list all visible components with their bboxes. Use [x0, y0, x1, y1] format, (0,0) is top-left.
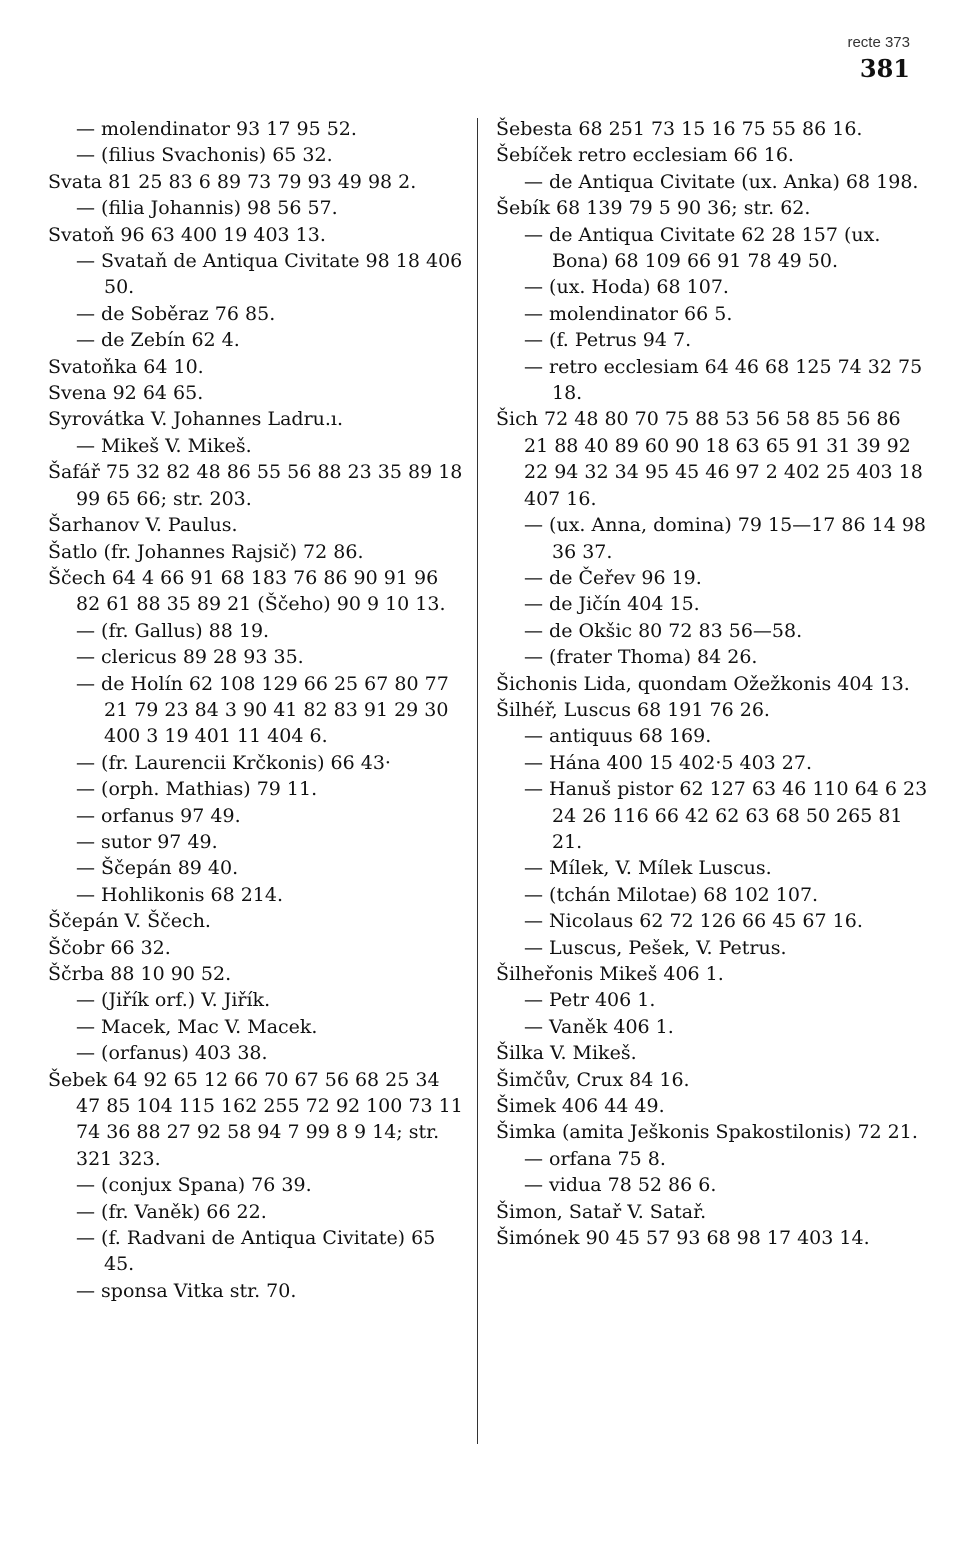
- index-entry: Šichonis Lida, quondam Ožežkonis 404 13.: [496, 672, 910, 695]
- index-entry: Ščrba 88 10 90 52.: [48, 963, 232, 985]
- index-subentry: — Mikeš V. Mikeš.: [76, 434, 252, 457]
- index-subentry: — de Holín 62 108 129 66 25 67 80 77 21 79 23 84 3 90 41 82 83 91 29 30 400 3 19 401 11 404 6.: [76, 672, 449, 748]
- index-entry: Šilheřonis Mikeš 406 1.: [496, 963, 724, 985]
- index-subentry: — (fr. Laurencii Krčkonis) 66 43·: [76, 751, 391, 774]
- index-entry: Šimčův, Crux 84 16.: [496, 1068, 690, 1091]
- index-subentry: — Svataň de Antiqua Civitate 98 18 406 50.: [76, 250, 463, 299]
- index-entry: Šebek 64 92 65 12 66 70 67 56 68 25 34 47 85 104 115 162 255 72 92 100 73 11 74 36 88 27 92 58 94 7 99 8 9 14; str. 321 323.: [48, 1068, 463, 1170]
- index-subentry: — (ux. Hoda) 68 107.: [524, 276, 729, 299]
- index-subentry: — antiquus 68 169.: [524, 725, 712, 748]
- index-subentry: — retro ecclesiam 64 46 68 125 74 32 75 18.: [524, 355, 923, 405]
- index-subentry: — (conjux Spana) 76 39.: [76, 1174, 312, 1197]
- index-entry: Ščepán V. Ščech.: [48, 910, 211, 933]
- index-subentry: — de Okšic 80 72 83 56—58.: [524, 619, 803, 642]
- index-subentry: — (f. Petrus 94 7.: [524, 329, 692, 352]
- index-entry: Šebesta 68 251 73 15 16 75 55 86 16.: [496, 118, 863, 140]
- page-number: 381: [859, 54, 910, 83]
- index-subentry: — Petr 406 1.: [524, 989, 656, 1012]
- index-subentry: — (fr. Vaněk) 66 22.: [76, 1200, 267, 1223]
- index-entry: Šebík 68 139 79 5 90 36; str. 62.: [496, 197, 811, 220]
- index-entry: Šilka V. Mikeš.: [496, 1042, 637, 1065]
- index-entry: Svatoňka 64 10.: [48, 355, 204, 378]
- index-subentry: — Macek, Mac V. Macek.: [76, 1015, 318, 1038]
- index-subentry: — Hanuš pistor 62 127 63 46 110 64 6 23 24 26 116 66 42 62 63 68 50 265 81 21.: [524, 778, 928, 853]
- index-subentry: — Luscus, Pešek, V. Petrus.: [524, 936, 787, 959]
- index-subentry: — de Čeřev 96 19.: [524, 566, 702, 589]
- index-subentry: — Vaněk 406 1.: [524, 1015, 674, 1038]
- index-subentry: — de Jičín 404 15.: [524, 593, 700, 616]
- left-column: [48, 116, 468, 1304]
- index-entry: Šimon, Satař V. Satař.: [496, 1200, 707, 1223]
- index-entry: Svata 81 25 83 6 89 73 79 93 49 98 2.: [48, 170, 417, 193]
- page-header: [847, 34, 910, 84]
- index-subentry: — de Antiqua Civitate 62 28 157 (ux. Bona) 68 109 66 91 78 49 50.: [524, 223, 881, 273]
- index-entry: Šarhanov V. Paulus.: [48, 514, 238, 537]
- column-divider: [477, 118, 478, 1444]
- index-entry: Šafář 75 32 82 48 86 55 56 88 23 35 89 18 99 65 66; str. 203.: [48, 461, 463, 510]
- index-entry: Šilhéř, Luscus 68 191 76 26.: [496, 698, 770, 721]
- index-subentry: — (Jiřík orf.) V. Jiřík.: [76, 989, 271, 1012]
- index-entry: Šimka (amita Ješkonis Spakostilonis) 72 21.: [496, 1121, 918, 1144]
- index-entry: Šich 72 48 80 70 75 88 53 56 58 85 56 86 21 88 40 89 60 90 18 63 65 91 31 39 92 22 94 32 34 95 45 46 97 2 402 25 403 18 407 16.: [496, 408, 923, 510]
- index-subentry: — (orph. Mathias) 79 11.: [76, 778, 318, 801]
- index-subentry: — (ux. Anna, domina) 79 15—17 86 14 98 36 37.: [524, 514, 927, 563]
- index-entry: Šebíček retro ecclesiam 66 16.: [496, 144, 794, 167]
- index-entry: Ščech 64 4 66 91 68 183 76 86 90 91 96 82 61 88 35 89 21 (Ščeho) 90 9 10 13.: [48, 566, 446, 616]
- index-subentry: — Hána 400 15 402·5 403 27.: [524, 751, 813, 774]
- index-subentry: — de Zebín 62 4.: [76, 329, 240, 352]
- index-subentry: — orfana 75 8.: [524, 1147, 666, 1170]
- index-subentry: — de Soběraz 76 85.: [76, 302, 276, 325]
- index-subentry: — molendinator 66 5.: [524, 302, 733, 325]
- index-subentry: — sutor 97 49.: [76, 830, 218, 853]
- index-subentry: — orfanus 97 49.: [76, 804, 241, 827]
- index-subentry: — (frater Thoma) 84 26.: [524, 646, 758, 669]
- index-entry: Svena 92 64 65.: [48, 382, 204, 405]
- index-subentry: — (filius Svachonis) 65 32.: [76, 144, 333, 167]
- index-subentry: — Ščepán 89 40.: [76, 857, 239, 880]
- index-entry: Šimek 406 44 49.: [496, 1095, 665, 1118]
- index-entry: Svatoň 96 63 400 19 403 13.: [48, 223, 326, 246]
- index-subentry: — Mílek, V. Mílek Luscus.: [524, 857, 772, 880]
- index-subentry: — de Antiqua Civitate (ux. Anka) 68 198.: [524, 170, 919, 193]
- index-subentry: — (fr. Gallus) 88 19.: [76, 619, 270, 642]
- index-subentry: — Hohlikonis 68 214.: [76, 883, 284, 906]
- recte-label: recte 373: [847, 34, 910, 51]
- index-subentry: — (tchán Milotae) 68 102 107.: [524, 883, 819, 906]
- index-subentry: — Nicolaus 62 72 126 66 45 67 16.: [524, 910, 863, 933]
- index-subentry: — (filia Johannis) 98 56 57.: [76, 197, 338, 220]
- index-subentry: — molendinator 93 17 95 52.: [76, 118, 357, 140]
- right-column: [496, 116, 928, 1251]
- index-subentry: — sponsa Vitka str. 70.: [76, 1279, 297, 1302]
- index-subentry: — (f. Radvani de Antiqua Civitate) 65 45.: [76, 1227, 436, 1276]
- index-entry: Šatlo (fr. Johannes Rajsič) 72 86.: [48, 540, 364, 563]
- index-entry: Syrovátka V. Johannes Ladru.ı.: [48, 408, 344, 431]
- index-subentry: — (orfanus) 403 38.: [76, 1042, 268, 1065]
- index-subentry: — vidua 78 52 86 6.: [524, 1174, 717, 1197]
- index-subentry: — clericus 89 28 93 35.: [76, 646, 304, 669]
- index-entry: Šimónek 90 45 57 93 68 98 17 403 14.: [496, 1227, 870, 1250]
- index-entry: Ščobr 66 32.: [48, 936, 171, 959]
